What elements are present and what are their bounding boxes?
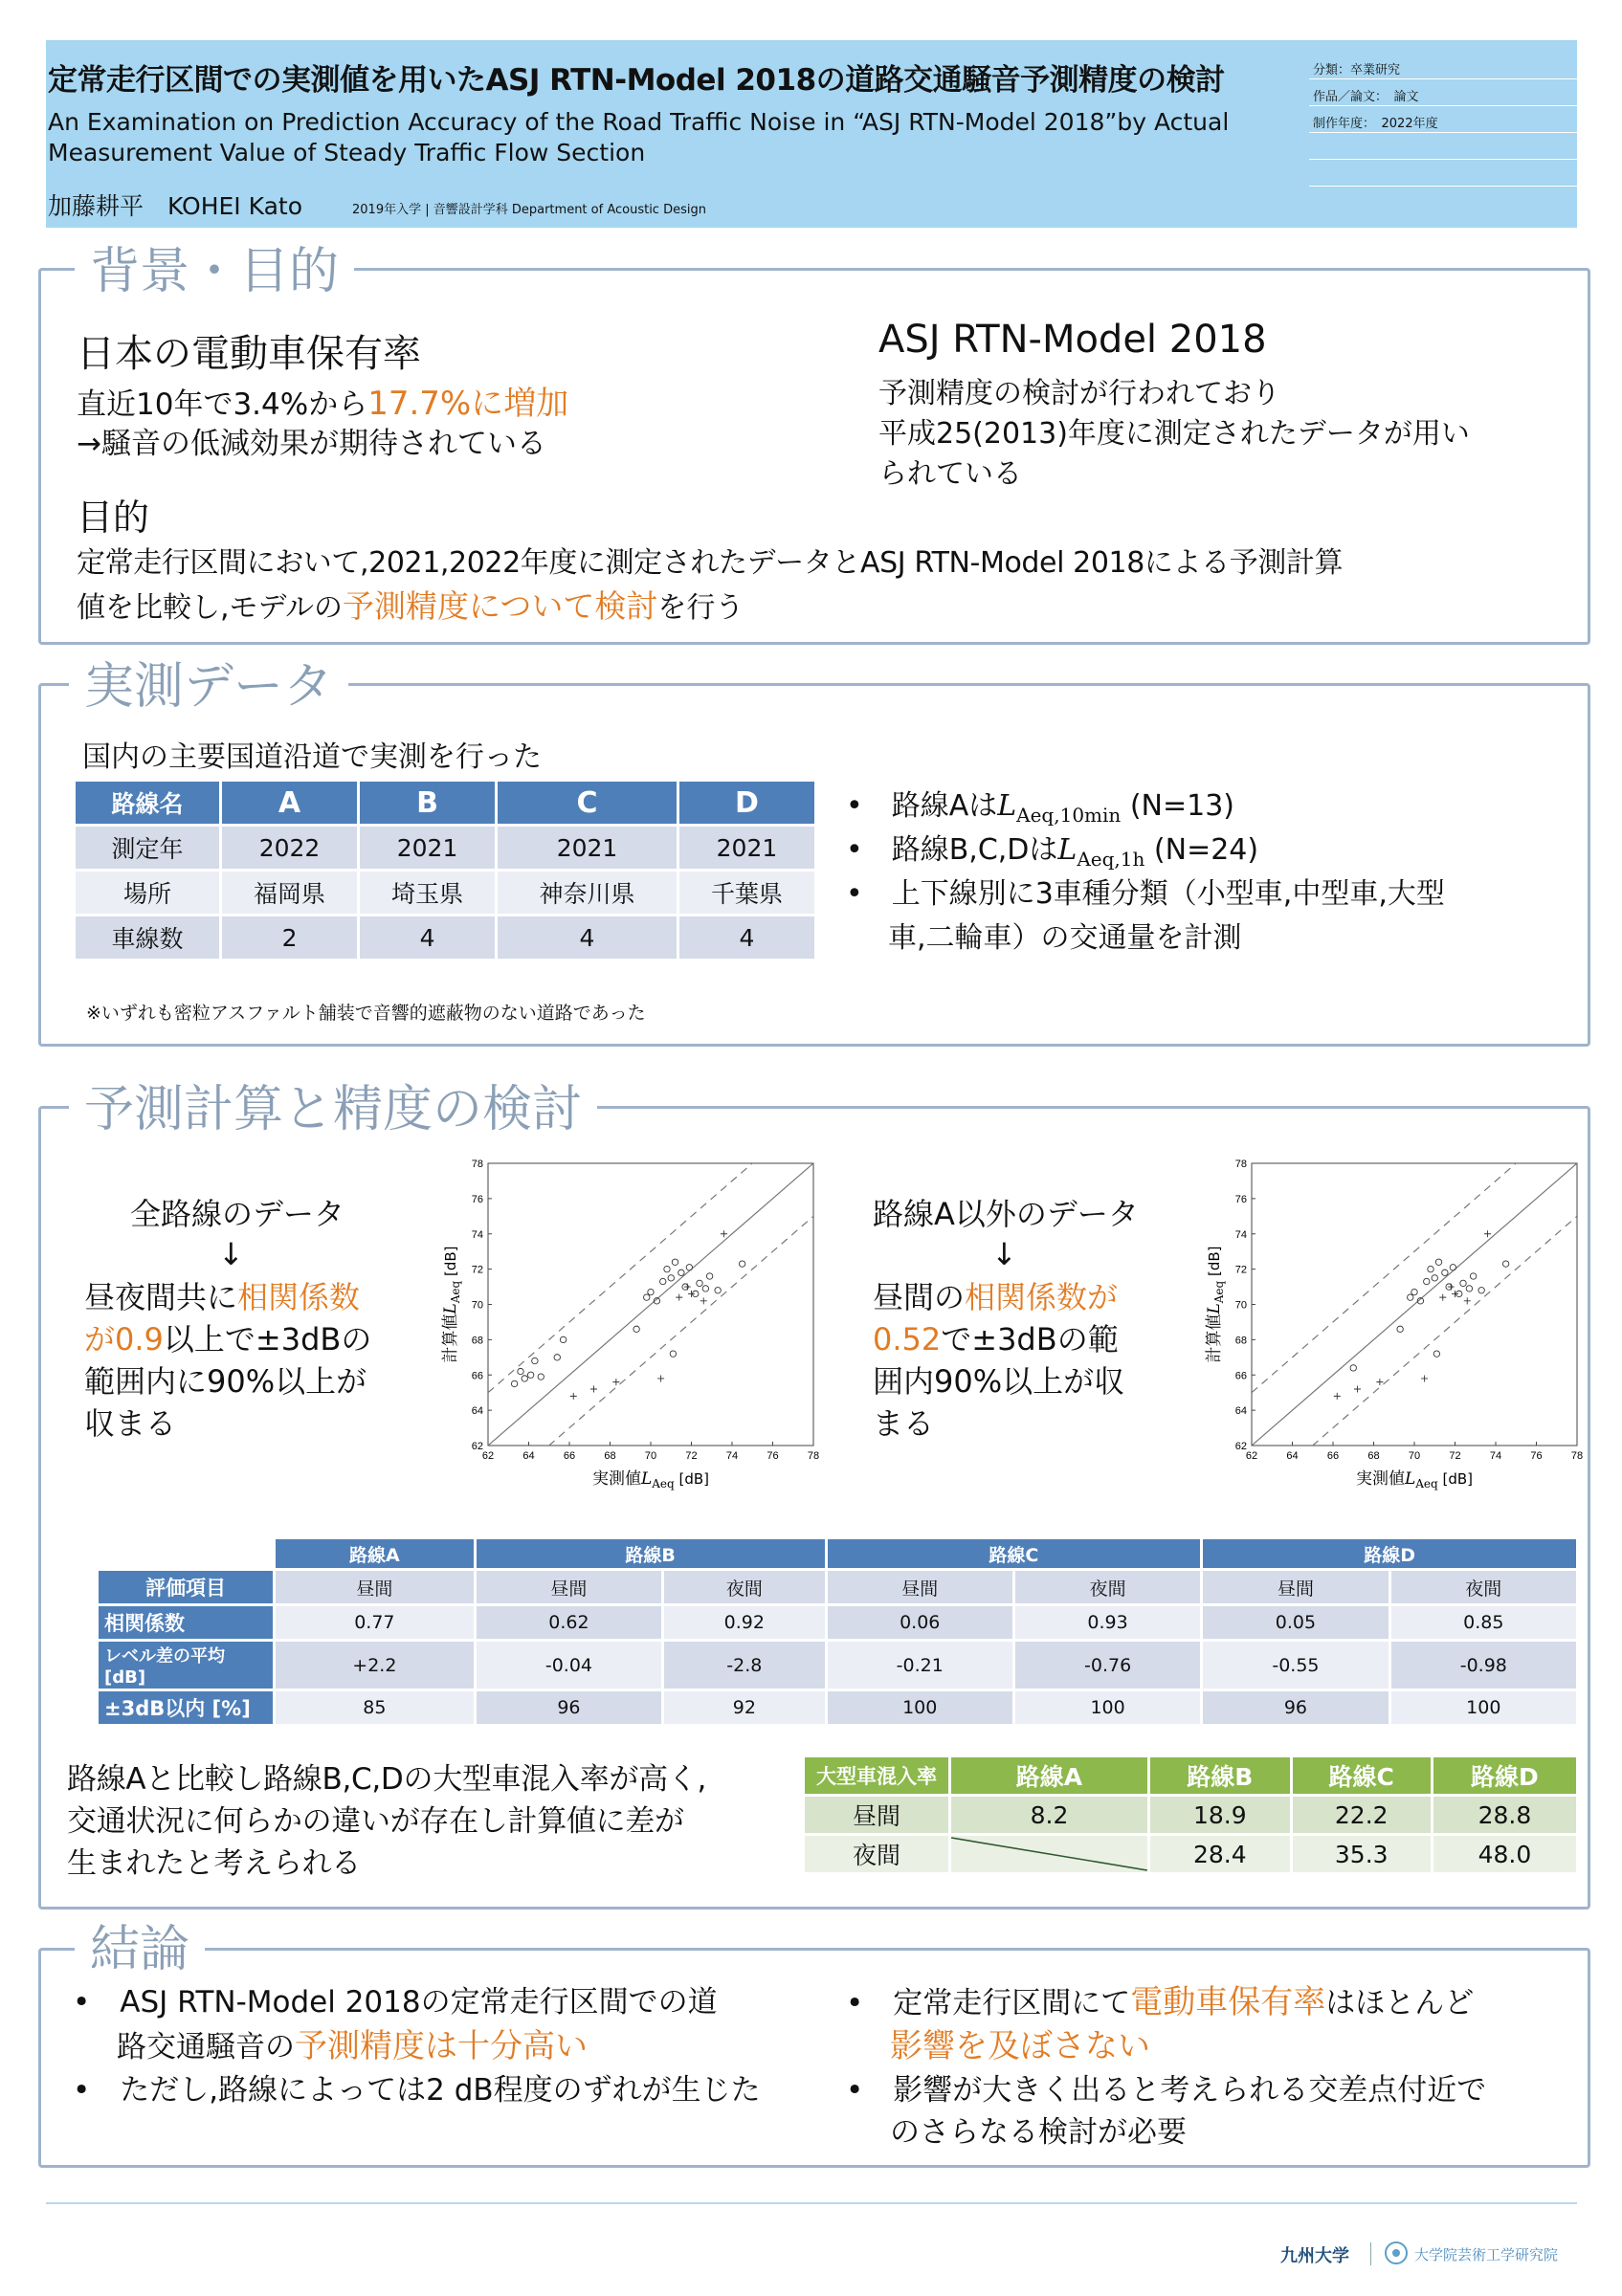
route-table-header: C (498, 782, 677, 824)
ev-line1 (77, 377, 568, 424)
table-row (99, 1691, 1576, 1724)
y-tick-label: 70 (1234, 1299, 1247, 1312)
table-cell: 0.93 (1015, 1606, 1200, 1639)
conclusion-right-2b: のさらなる検討が必要 (890, 2115, 1187, 2150)
bullet-mark: • (846, 1986, 864, 2020)
laeq-subscript: Aeq,1h (1077, 848, 1145, 871)
discussion-line2: 交通状況に何らかの違いが存在し計算値に差が (67, 1804, 684, 1839)
time-header: 夜間 (1465, 1578, 1502, 1600)
bullet-route-a-text: 路線Aは (891, 789, 998, 823)
purpose-line2 (77, 582, 744, 627)
x-tick-label: 72 (1449, 1450, 1461, 1462)
laeq-subscript: Aeq,10min (1016, 804, 1122, 827)
meta-divider (1309, 132, 1577, 133)
x-tick-label: 66 (1326, 1450, 1340, 1462)
heavy-vehicle-table (802, 1755, 1579, 1875)
y-tick-label: 74 (471, 1228, 483, 1241)
time-header: 昼間 (1277, 1578, 1314, 1600)
time-header: 昼間 (550, 1578, 588, 1600)
left-heading: 全路線のデータ (130, 1196, 345, 1232)
x-axis-label-text: 実測値 (1355, 1469, 1405, 1489)
asj-heading: ASJ RTN-Model 2018 (878, 318, 1267, 362)
meta-work-type: 作品／論文： 論文 (1313, 90, 1419, 104)
conclusion-text: 定常走行区間にて (893, 1986, 1131, 2020)
y-tick-label: 76 (471, 1193, 483, 1205)
conclusion-text: ASJ RTN-Model 2018の定常走行区間での道 (120, 1985, 718, 2020)
x-tick-label: 74 (1489, 1450, 1502, 1462)
left-summary-text: 昼夜間共に (84, 1279, 238, 1315)
y-axis-label-text: 計算値 (1205, 1314, 1224, 1363)
y-tick-label: 74 (1234, 1228, 1247, 1241)
table-cell-na (951, 1836, 1147, 1872)
table-cell: 0.62 (477, 1606, 661, 1639)
scatter-chart-excluding-a (1175, 1144, 1606, 1508)
table-cell: 0.06 (828, 1606, 1012, 1639)
table-cell: 8.2 (1030, 1800, 1069, 1829)
author-name: 加藤耕平 KOHEI Kato (48, 192, 302, 220)
table-cell: 福岡県 (254, 880, 326, 908)
x-tick-label: 64 (522, 1450, 535, 1462)
ev-line1-text: 直近10年で3.4%から (77, 387, 368, 422)
bullet-mark: • (846, 2073, 864, 2108)
table-cell: 夜間 (852, 1842, 900, 1869)
right-heading: 路線A以外のデータ (873, 1196, 1139, 1232)
left-summary-l4: 収まる (84, 1405, 177, 1442)
table-row (76, 827, 814, 869)
route-group-header: 路線D (1203, 1539, 1576, 1568)
right-summary-text: 昼間の (873, 1279, 966, 1315)
author-affiliation: 2019年入学 | 音響設計学科 Department of Acoustic Design (352, 203, 706, 217)
meta-divider (1309, 159, 1577, 160)
right-summary-l3: 囲内90%以上が収 (873, 1363, 1125, 1400)
y-tick-label: 68 (1234, 1335, 1247, 1347)
x-tick-label: 76 (1530, 1450, 1543, 1462)
table-row (805, 1797, 1576, 1833)
x-axis-unit: [dB] (1437, 1470, 1474, 1488)
table-cell: 0.05 (1203, 1606, 1388, 1639)
route-table (73, 779, 817, 961)
y-axis-unit: [dB] (442, 1246, 459, 1281)
table-cell: 0.92 (664, 1606, 824, 1639)
conclusion-left-1b (117, 2024, 588, 2069)
y-tick-label: 76 (1234, 1193, 1247, 1205)
table-cell: 4 (739, 923, 755, 952)
route-group-header: 路線A (276, 1539, 474, 1568)
table-cell: 18.9 (1192, 1800, 1247, 1829)
route-table-header: 路線名 (76, 782, 219, 824)
table-cell: -2.8 (664, 1642, 824, 1689)
right-summary-l4: まる (873, 1405, 935, 1442)
purpose-line2-text: 値を比較し,モデルの (77, 591, 344, 625)
y-tick-label: 64 (1234, 1405, 1247, 1418)
table-cell: +2.2 (276, 1642, 474, 1689)
left-summary-text: 以上で±3dBの (163, 1321, 372, 1358)
footer-divider (46, 2202, 1577, 2204)
heavy-table-header: 路線D (1433, 1757, 1576, 1794)
y-tick-label: 62 (1234, 1441, 1247, 1452)
table-cell: 千葉県 (710, 880, 783, 908)
time-header: 夜間 (725, 1578, 763, 1600)
right-summary-l2 (873, 1320, 1119, 1358)
table-cell: 4 (579, 923, 595, 952)
eval-row-label: ±3dB以内 [%] (99, 1691, 273, 1724)
time-header: 夜間 (1089, 1578, 1126, 1600)
table-cell: 92 (664, 1691, 824, 1724)
bullet-route-bcd-text: 路線B,C,Dは (891, 833, 1058, 867)
table-cell: 2021 (556, 833, 618, 862)
conclusion-text: はほとんど (1325, 1986, 1475, 2020)
table-cell: 0.77 (276, 1606, 474, 1639)
graduate-school-text: 大学院芸術工学研究院 (1414, 2246, 1559, 2263)
bullet-mark: • (846, 789, 863, 823)
x-tick-label: 66 (563, 1450, 576, 1462)
table-cell: -0.76 (1015, 1642, 1200, 1689)
x-axis-unit: [dB] (674, 1470, 710, 1488)
route-group-header: 路線B (477, 1539, 825, 1568)
y-tick-label: 66 (471, 1370, 483, 1382)
asj-line1: 予測精度の検討が行われており (878, 377, 1280, 410)
y-tick-label: 72 (1234, 1264, 1247, 1276)
right-summary-highlight: 相関係数が (965, 1279, 1119, 1315)
bullet-traffic-line1: 上下線別に3車種分類（小型車,中型車,大型 (891, 877, 1445, 911)
conclusion-left-1 (73, 1980, 718, 2024)
conclusion-highlight: 影響を及ぼさない (890, 2027, 1150, 2065)
heavy-table-header: 路線C (1293, 1757, 1431, 1794)
bullet-mark: • (73, 2073, 91, 2108)
table-cell: 測定年 (111, 835, 184, 863)
ev-heading: 日本の電動車保有率 (77, 332, 421, 376)
x-axis-symbol: L (1404, 1469, 1416, 1489)
bullet-route-a-count: (N=13) (1129, 789, 1235, 823)
asj-line2: 平成25(2013)年度に測定されたデータが用い (878, 417, 1470, 451)
x-tick-label: 68 (604, 1450, 616, 1462)
table-cell: 2 (281, 923, 298, 952)
table-cell: 2022 (258, 833, 321, 862)
prediction-title: 予測計算と精度の検討 (69, 1081, 597, 1138)
meta-divider (1309, 186, 1577, 187)
meta-divider (1309, 78, 1577, 79)
x-tick-label: 78 (807, 1450, 820, 1462)
x-tick-label: 72 (685, 1450, 698, 1462)
x-tick-label: 68 (1367, 1450, 1380, 1462)
title-english: An Examination on Prediction Accuracy of the Road Traffic Noise in “ASJ RTN-Model 2018”by Actual Measurement Value of Steady Traffic Flow Section (48, 108, 1230, 166)
left-summary-l2 (84, 1320, 371, 1358)
evaluation-table (96, 1536, 1579, 1727)
heavy-table-header: 路線B (1150, 1757, 1290, 1794)
purpose-line2-end: を行う (657, 591, 744, 625)
meta-category: 分類：卒業研究 (1313, 63, 1401, 77)
y-axis-subscript: Aeq (449, 1280, 462, 1304)
table-spacer (99, 1539, 273, 1568)
university-logo-text: 九州大学 (1280, 2246, 1349, 2266)
footer-separator (1370, 2242, 1371, 2265)
purpose-heading: 目的 (77, 497, 150, 539)
x-axis-subscript: Aeq (1415, 1477, 1438, 1490)
measurement-intro: 国内の主要国道沿道で実測を行った (82, 740, 542, 774)
left-summary-highlight: 相関係数 (237, 1279, 361, 1315)
x-tick-label: 70 (644, 1450, 657, 1462)
route-table-header: D (679, 782, 814, 824)
institute-emblem-icon (1384, 2239, 1409, 2267)
measurement-note: ※いずれも密粒アスファルト舗装で音響的遮蔽物のない道路であった (86, 1003, 646, 1024)
table-cell: 96 (1203, 1691, 1388, 1724)
table-cell: 85 (276, 1691, 474, 1724)
purpose-highlight: 予測精度について検討 (343, 587, 658, 625)
table-cell: -0.98 (1391, 1642, 1576, 1689)
x-tick-label: 62 (1245, 1450, 1258, 1462)
time-header: 昼間 (901, 1578, 939, 1600)
measurement-title: 実測データ (69, 658, 348, 716)
x-tick-label: 78 (1570, 1450, 1584, 1462)
purpose-line1: 定常走行区間において,2021,2022年度に測定されたデータとASJ RTN-Model 2018による予測計算 (77, 546, 1344, 580)
discussion-line3: 生まれたと考えられる (67, 1846, 361, 1881)
table-cell: 車線数 (111, 925, 184, 953)
conclusion-left-2 (73, 2068, 761, 2112)
x-axis-subscript: Aeq (652, 1477, 675, 1490)
y-tick-label: 78 (471, 1159, 483, 1170)
right-summary-l1 (873, 1278, 1118, 1316)
eval-row-label: レベル差の平均 [dB] (99, 1642, 273, 1689)
eval-label-header: 評価項目 (99, 1571, 273, 1603)
y-tick-label: 62 (471, 1441, 483, 1452)
arrow-icon: ↓ (218, 1236, 244, 1272)
x-axis-label (1356, 1469, 1473, 1490)
table-cell: 2021 (716, 833, 778, 862)
y-axis-symbol: L (1205, 1303, 1224, 1314)
table-row (76, 916, 814, 959)
x-axis-label (592, 1469, 709, 1490)
y-tick-label: 78 (1234, 1159, 1247, 1170)
table-cell: 0.85 (1391, 1606, 1576, 1639)
bullet-mark: • (846, 833, 863, 867)
route-group-header: 路線C (828, 1539, 1201, 1568)
y-axis-label (1205, 1246, 1226, 1362)
left-summary-l1 (84, 1278, 360, 1316)
conclusion-right-1b (890, 2024, 1150, 2068)
table-cell: 22.2 (1334, 1800, 1389, 1829)
table-cell: 神奈川県 (539, 880, 635, 908)
y-tick-label: 70 (471, 1299, 483, 1312)
table-cell: 4 (419, 923, 435, 952)
table-cell: -0.55 (1203, 1642, 1388, 1689)
bullet-mark: • (846, 877, 863, 911)
table-row (76, 872, 814, 914)
meta-year: 制作年度： 2022年度 (1313, 117, 1438, 131)
y-axis-symbol: L (441, 1303, 460, 1314)
y-axis-unit: [dB] (1206, 1246, 1223, 1281)
table-cell: 昼間 (852, 1802, 900, 1830)
x-axis-label-text: 実測値 (591, 1469, 641, 1489)
arrow-icon: ↓ (991, 1236, 1017, 1272)
conclusion-text: 路交通騒音の (117, 2030, 295, 2064)
laeq-symbol: L (1057, 833, 1078, 867)
laeq-symbol: L (997, 789, 1017, 823)
table-cell: 28.4 (1192, 1840, 1247, 1868)
bullet-traffic (846, 872, 1445, 916)
bullet-traffic-line2: 車,二輪車）の交通量を計測 (888, 921, 1242, 955)
discussion-line1: 路線Aと比較し路線B,C,Dの大型車混入率が高く, (67, 1762, 707, 1797)
table-row (99, 1606, 1576, 1639)
conclusion-highlight: 予測精度は十分高い (295, 2027, 588, 2065)
table-cell: -0.21 (828, 1642, 1012, 1689)
bullet-mark: • (73, 1985, 91, 2020)
table-cell: 96 (477, 1691, 661, 1724)
route-table-header: A (222, 782, 357, 824)
y-axis-label-text: 計算値 (441, 1314, 460, 1363)
conclusion-text: 影響が大きく出ると考えられる交差点付近で (893, 2073, 1487, 2108)
table-cell: 48.0 (1478, 1840, 1532, 1868)
title-japanese: 定常走行区間での実測値を用いたASJ RTN-Model 2018の道路交通騒音予測精度の検討 (48, 63, 1225, 98)
route-table-header: B (360, 782, 495, 824)
table-cell: 100 (828, 1691, 1012, 1724)
y-tick-label: 64 (471, 1405, 483, 1418)
y-tick-label: 68 (471, 1335, 483, 1347)
ev-increase-highlight: 17.7%に増加 (367, 385, 569, 423)
y-axis-label (441, 1246, 462, 1362)
y-tick-label: 66 (1234, 1370, 1247, 1382)
diagonal-line (951, 1836, 1147, 1872)
x-tick-label: 70 (1408, 1450, 1421, 1462)
eval-row-label: 相関係数 (99, 1606, 273, 1639)
conclusion-highlight: 電動車保有率 (1130, 1983, 1326, 2021)
conclusion-right-2 (846, 2068, 1486, 2112)
left-summary-highlight: が0.9 (84, 1321, 164, 1358)
table-row (805, 1836, 1576, 1872)
table-cell: 28.8 (1478, 1800, 1532, 1829)
table-cell: -0.04 (477, 1642, 661, 1689)
conclusion-right-1 (846, 1980, 1474, 2025)
conclusion-text: ただし,路線によっては2 dB程度のずれが生じた (120, 2073, 761, 2108)
table-cell: 35.3 (1334, 1840, 1389, 1868)
table-cell: 100 (1391, 1691, 1576, 1724)
table-row (99, 1642, 1576, 1689)
y-axis-subscript: Aeq (1212, 1280, 1226, 1304)
x-axis-symbol: L (640, 1469, 653, 1489)
bullet-route-bcd-count: (N=24) (1153, 833, 1259, 867)
asj-line3: られている (878, 457, 1022, 491)
heavy-table-header: 大型車混入率 (805, 1757, 948, 1794)
x-tick-label: 74 (725, 1450, 739, 1462)
heavy-table-header: 路線A (951, 1757, 1147, 1794)
x-tick-label: 64 (1286, 1450, 1299, 1462)
x-tick-label: 62 (481, 1450, 495, 1462)
conclusion-title: 結論 (75, 1921, 205, 1978)
scatter-chart-all-routes (411, 1144, 842, 1508)
background-title: 背景・目的 (75, 243, 354, 300)
table-cell: 100 (1015, 1691, 1200, 1724)
right-summary-text: で±3dBの範 (941, 1321, 1119, 1358)
meta-divider (1309, 105, 1577, 106)
ev-line2: →騒音の低減効果が期待されている (77, 427, 546, 461)
y-tick-label: 72 (471, 1264, 483, 1276)
right-summary-highlight: 0.52 (873, 1321, 942, 1358)
table-cell: 場所 (122, 880, 171, 908)
table-cell: 2021 (396, 833, 458, 862)
left-summary-l3: 範囲内に90%以上が (84, 1363, 367, 1400)
table-cell: 埼玉県 (391, 880, 464, 908)
x-tick-label: 76 (767, 1450, 779, 1462)
time-header: 昼間 (356, 1578, 393, 1600)
